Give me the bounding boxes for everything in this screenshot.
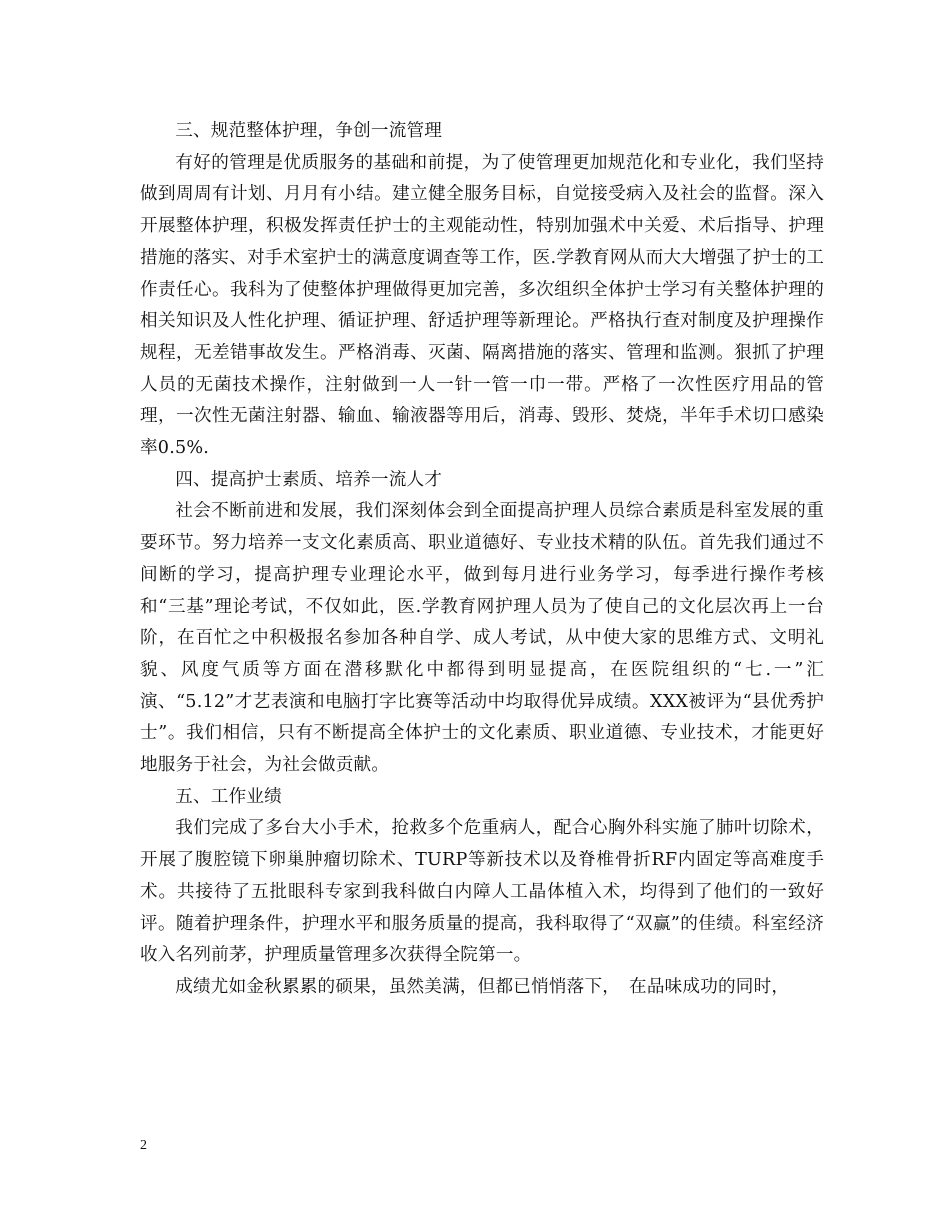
paragraph-management: 有好的管理是优质服务的基础和前提，为了使管理更加规范化和专业化，我们坚持做到周周有计划、月月有小结。建立健全服务目标，自觉接受病入及社会的监督。深入开展整体护理，积极发挥责任护士的主观能动性，特别加强术中关爱、术后指导、护理措施的落实、对手术室护士的满意度调查等工作，医.学教育网从而大大增强了护士的工作责任心。我科为了使整体护理做得更加完善，多次组织全体护士学习有关整体护理的相关知识及人性化护理、循证护理、舒适护理等新理论。严格执行查对制度及护理操作规程，无差错事故发生。严格消毒、灭菌、隔离措施的落实、管理和监测。狠抓了护理人员的无菌技术操作，注射做到一人一针一管一巾一带。严格了一次性医疗用品的管理，一次性无菌注射器、输血、输液器等用后，消毒、毁形、焚烧，半年手术切口感染率0.5%. (140, 152, 824, 459)
page-number: 2 (140, 1138, 147, 1153)
section-heading-3: 三、规范整体护理，争创一流管理 (175, 121, 443, 141)
paragraph-closing: 成绩尤如金秋累累的硕果，虽然美满，但都已悄悄落下， 在品味成功的同时， (175, 976, 790, 997)
section-heading-4: 四、提高护士素质、培养一流人才 (175, 469, 443, 490)
paragraph-achievements: 我们完成了多台大小手术，抢救多个危重病人，配合心胸外科实施了肺叶切除术，开展了腹腔镜下卵巢肿瘤切除术、TURP等新技术以及脊椎骨折RF内固定等高难度手术。共接待了五批眼科专家到我科做白内障人工晶体植入术，均得到了他们的一致好评。随着护理条件，护理水平和服务质量的提高，我科取得了“双赢”的佳绩。科室经济收入名列前茅，护理质量管理多次获得全院第一。 (140, 818, 824, 966)
paragraph-quality: 社会不断前进和发展，我们深刻体会到全面提高护理人员综合素质是科室发展的重要环节。努力培养一支文化素质高、职业道德好、专业技术精的队伍。首先我们通过不间断的学习，提高护理专业理论水平，做到每月进行业务学习，每季进行操作考核和“三基”理论考试，不仅如此，医.学教育网护理人员为了使自己的文化层次再上一台阶，在百忙之中积极报名参加各种自学、成人考试，从中使大家的思维方式、文明礼貌、风度气质等方面在潜移默化中都得到明显提高，在医院组织的“七.一”汇演、“5.12”才艺表演和电脑打字比赛等活动中均取得优异成绩。XXX被评为“县优秀护士”。我们相信，只有不断提高全体护士的文化素质、职业道德、专业技术，才能更好地服务于社会，为社会做贡献。 (140, 501, 824, 776)
document-body (140, 116, 824, 1004)
section-heading-5: 五、工作业绩 (175, 786, 282, 807)
